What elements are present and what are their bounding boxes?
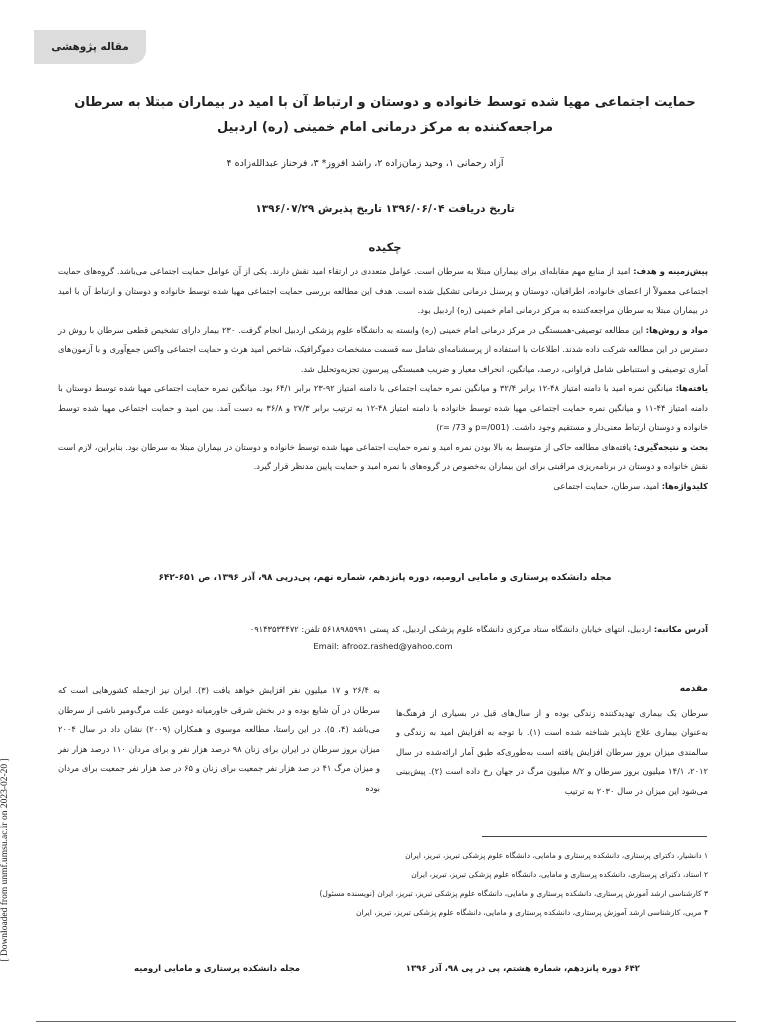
- download-watermark: [0, 740, 12, 980]
- methods-text: این مطالعه توصیفی-همبستگی در مرکز درمانی امام خمینی (ره) وابسته به دانشگاه علوم پزشکی اردبیل انجام گرفت. ۲۳۰ بیمار دارای تشخیص قطعی سرطان با روش در دسترس در این مطالعه شرکت داده شدند. اطلاعات با استفاده از پرسشنامه‌ای شامل سه قسمت مشخصات دموگرافیک، شاخص امید هرث و حمایت اجتماعی واکس جمع‌آوری و با آزمون‌های آماری توصیفی و استنباطی شامل فراوانی، درصد، میانگین، انحراف معیار و ضریب همبستگی پیرسون تجزیه‌وتحلیل شد.: [58, 324, 708, 374]
- conclusion-text: یافته‌های مطالعه حاکی از متوسط به بالا بودن نمره امید و نمره حمایت اجتماعی مهیا شده توسط خانواده و دوستان در بیماران مبتلا به سرطان بود. بنابراین، لازم است نقش خانواده و دوستان در برنامه‌ریزی مراقبتی برای این بیماران به‌خصوص در گروه‌های با نمره امید و حمایت پایین مدنظر قرار گیرد.: [58, 441, 708, 471]
- keywords-text: امید، سرطان، حمایت اجتماعی: [553, 480, 660, 491]
- footnote-divider: [482, 836, 707, 837]
- intro-left-text: به ۲۶/۴ و ۱۷ میلیون نفر افزایش خواهد یافت (۳). ایران نیز ازجمله کشورهایی است که سرطان در آن شایع بوده و در بخش شرقی خاورمیانه دومین علت مرگ‌ومیر ناشی از سرطان می‌باشد (۴، ۵). در این راستا، مطالعه موسوی و همکاران (۲۰۰۹) نشان داد در سال ۲۰۰۴ میزان بروز سرطان در ایران برای زنان ۹۸ درصد هزار نفر و برای مردان ۱۱۰ درصد هزار نفر و میزان مرگ ۴۱ در صد هزار نفر جمعیت برای زنان و ۶۵ در صد هزار نفر جمعیت برای مردان بوده: [58, 685, 380, 793]
- intro-right-text: سرطان یک بیماری تهدیدکننده زندگی بوده و از سال‌های قبل در بسیاری از فرهنگ‌ها به‌عنوان بیماری علاج ناپذیر شناخته شده است (۱). با توجه به افزایش امید به زندگی و سالمندی میزان بروز سرطان افزایش یافته است به‌طوری‌که طبق آمار ارائه‌شده در سال ۲۰۱۲، ۱۴/۱ میلیون بروز سرطان و ۸/۲ میلیون مرگ در جهان رخ داده است (۲). پیش‌بینی می‌شود این میزان در سال ۲۰۳۰ به ترتیب: [396, 707, 708, 796]
- footnote-item: ۲ استاد، دکترای پرستاری، دانشکده پرستاری و مامایی، دانشگاه علوم پزشکی تبریز، تبریز، ایران: [411, 870, 708, 879]
- results-label: یافته‌ها:: [675, 383, 709, 393]
- methods-label: مواد و روش‌ها:: [645, 324, 708, 335]
- footer-journal-name: مجله دانشکده پرستاری و مامایی ارومیه: [134, 964, 300, 974]
- background-text: امید از منابع مهم مقابله‌ای برای بیماران مبتلا به سرطان است. عوامل متعددی در ارتقاء امید نقش دارند. یکی از آن عوامل حمایت اجتماعی می‌باشد. گروه‌های حمایت اجتماعی معمولاً از اعضای خانواده، اطرافیان، دوستان و پرسنل درمانی تشکیل شده است. هدف این مطالعه بررسی حمایت اجتماعی مهیا شده توسط خانواده و دوستان و ارتباط آن با امید در بیماران مبتلا به سرطان مراجعه‌کننده به مرکز درمانی امام خمینی (ره) اردبیل بود.: [58, 266, 708, 315]
- footnotes: [200, 846, 708, 922]
- footer-issue-info: ۶۴۲ دوره پانزدهم، شماره هشتم، پی در پی ۹۸، آذر ۱۳۹۶: [405, 964, 640, 974]
- received-accepted-dates: تاریخ دریافت ۱۳۹۶/۰۶/۰۴ تاریخ پذیرش ۱۳۹۶/۰۷/۲۹: [255, 203, 515, 215]
- correspondence-email[interactable]: Email: afrooz.rashed@yahoo.com: [313, 641, 453, 651]
- results-text: میانگین نمره امید با دامنه امتیاز ۴۸-۱۲ برابر ۳۲/۴ و میانگین نمره حمایت اجتماعی با دامنه امتیاز ۹۲-۲۳ برابر ۶۴/۱ بود. میانگین نمره حمایت اجتماعی مهیا شده توسط دوستان با دامنه امتیاز ۴۴-۱۱ و میانگین نمره حمایت اجتماعی مهیا شده توسط خانواده با دامنه امتیاز ۴۸-۱۲ به ترتیب برابر ۲۷/۳ و ۳۶/۸ به دست آمد. بین امید و حمایت اجتماعی مهیا شده توسط خانواده و دوستان ارتباط معنی‌دار و مستقیم وجود داشت. (p=/001 و r= /73): [58, 383, 708, 432]
- abstract-keywords: [58, 477, 708, 497]
- journal-citation: مجله دانشکده پرستاری و مامایی ارومیه، دوره پانزدهم، شماره نهم، پی‌درپی ۹۸، آذر ۱۳۹۶، ص ۶۵۱-۶۴۲: [158, 573, 612, 583]
- correspondence-address: [58, 620, 708, 638]
- author-list: آزاد رحمانی ۱، وحید زمان‌زاده ۲، راشد افروز* ۳، فرحناز عبدالله‌زاده ۴: [226, 158, 504, 169]
- background-label: پیش‌زمینه و هدف:: [633, 266, 708, 276]
- abstract-conclusion: [58, 438, 708, 477]
- footnote-item: ۳ کارشناسی ارشد آموزش پرستاری، دانشکده پرستاری و مامایی، دانشگاه علوم پزشکی تبریز، تبریز، ایران (نویسنده مسئول): [319, 889, 708, 898]
- article-title: حمایت اجتماعی مهیا شده توسط خانواده و دوستان و ارتباط آن با امید در بیماران مبتلا به سرطان مراجعه‌کننده به مرکز درمانی امام خمینی (ره) اردبیل: [74, 95, 696, 135]
- intro-heading: مقدمه: [679, 684, 708, 694]
- abstract-background: [58, 262, 708, 321]
- address-text: اردبیل، انتهای خیابان دانشگاه ستاد مرکزی دانشگاه علوم پزشکی اردبیل، کد پستی ۵۶۱۸۹۸۵۹۹۱ تلفن: ۰۹۱۴۳۵۳۴۴۷۲: [249, 624, 652, 634]
- intro-column-right: [396, 680, 708, 801]
- abstract-results: [58, 379, 708, 438]
- conclusion-label: بحث و نتیجه‌گیری:: [633, 441, 708, 452]
- footer-divider: [36, 1021, 736, 1022]
- keywords-label: کلیدواژه‌ها:: [661, 480, 708, 491]
- download-watermark-text: [ Downloaded from unmf.umsu.ac.ir on 2023-02-20 ]: [0, 758, 10, 962]
- abstract-body: [58, 262, 708, 496]
- abstract-methods: [58, 321, 708, 380]
- article-type-tab: مقاله پژوهشی: [34, 30, 146, 64]
- intro-column-left: [58, 681, 380, 798]
- abstract-heading: چکیده: [368, 240, 402, 254]
- address-label: آدرس مکاتبه:: [653, 624, 708, 634]
- footnote-item: ۱ دانشیار، دکترای پرستاری، دانشکده پرستاری و مامایی، دانشگاه علوم پزشکی تبریز، تبریز، ایران: [405, 851, 708, 860]
- footnote-item: ۴ مربی، کارشناسی ارشد آموزش پرستاری، دانشکده پرستاری و مامایی، دانشگاه علوم پزشکی تبریز، تبریز، ایران: [355, 908, 708, 917]
